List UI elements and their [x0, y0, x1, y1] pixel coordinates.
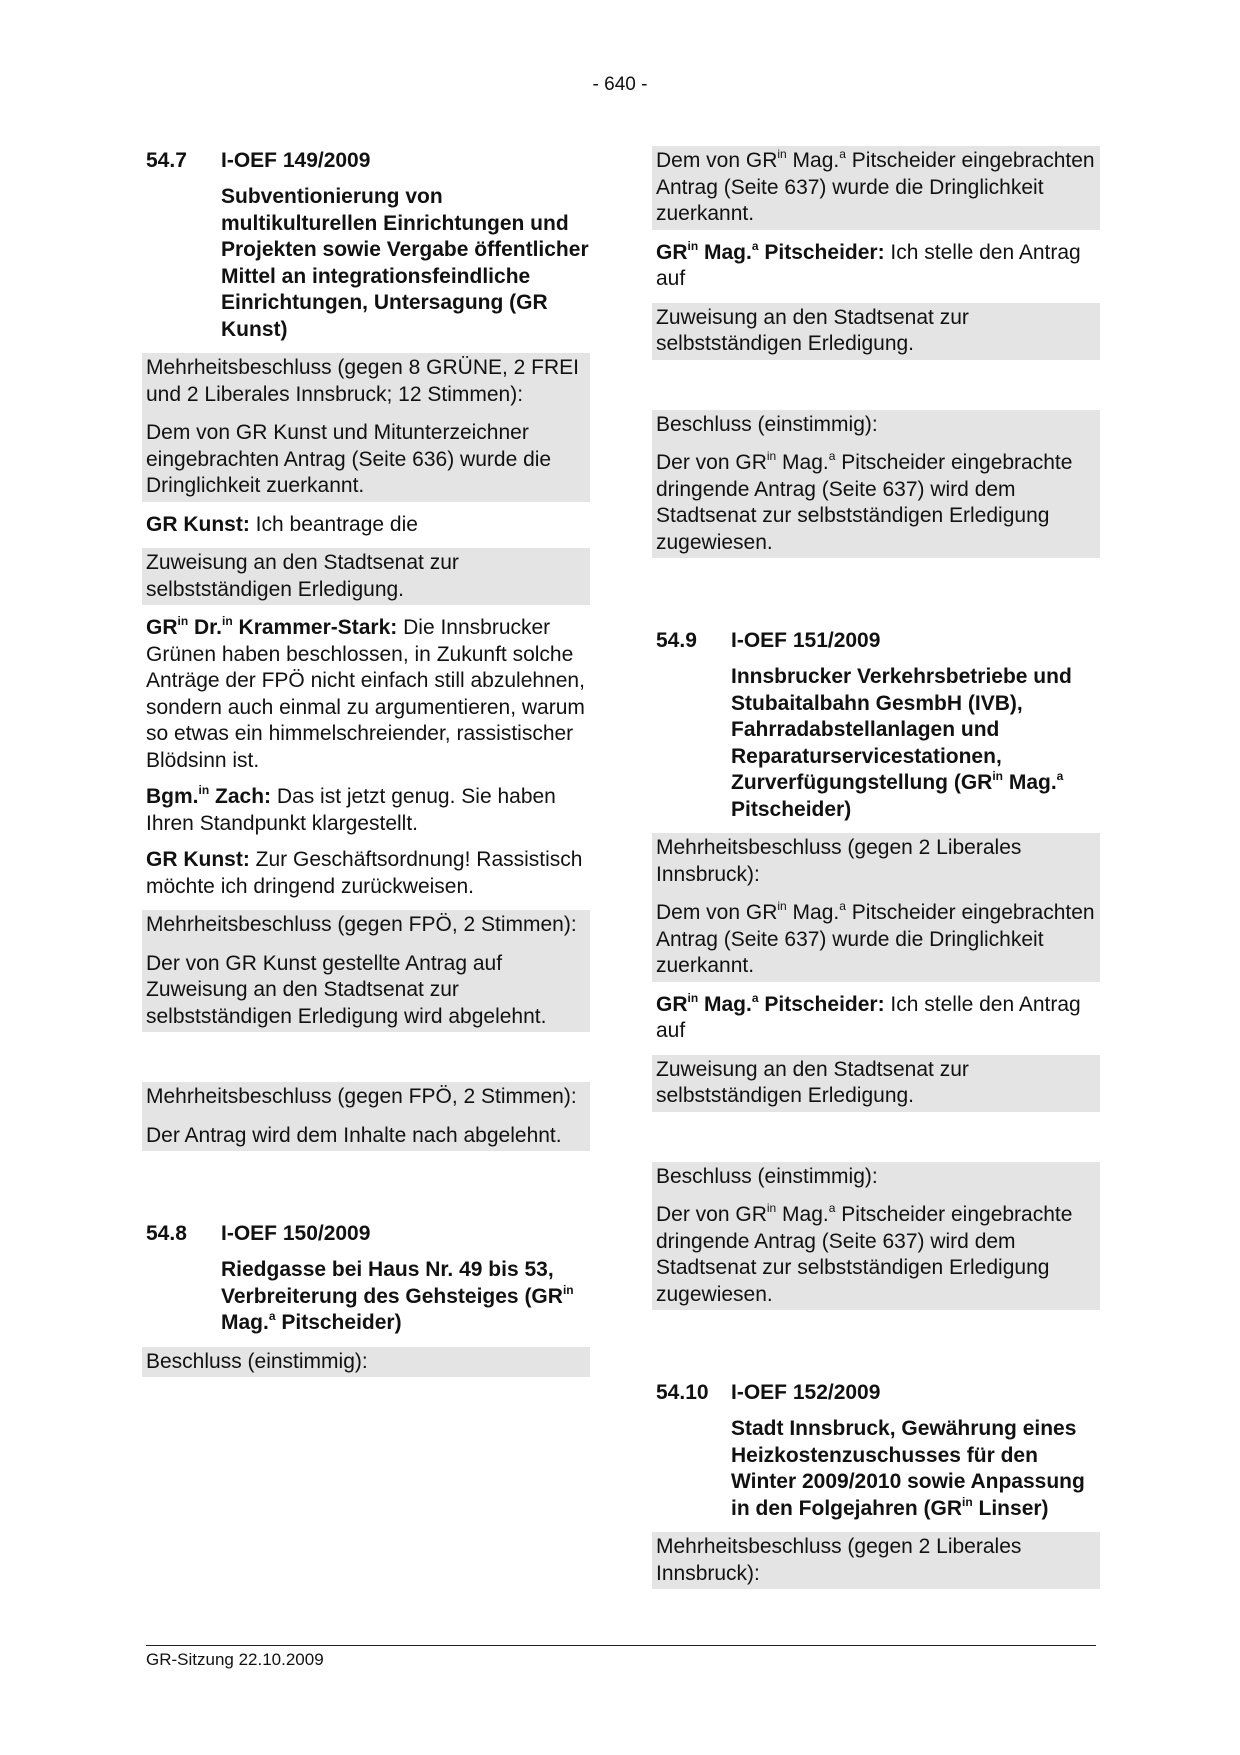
- speaker: $GR^{in}$ Mag.$^a$ Pitscheider:: [656, 990, 885, 1016]
- section-title: Innsbrucker Verkehrsbetriebe und Stubaitalbahn GesmbH (IVB), Fahrradabstellanlagen und Reparaturservicestationen, Zurverfügungstellung ($GR^{in}$ Mag.$^a$ Pitscheider): [731, 665, 1072, 821]
- motion-text: Zuweisung an den Stadtsenat zur selbstständigen Erledigung.: [656, 1057, 969, 1107]
- section-number: 54.9: [656, 629, 697, 652]
- speaker: $GR^{in}$ Dr.$^{in}$ Krammer-Stark:: [146, 614, 398, 639]
- motion-text: Zuweisung an den Stadtsenat zur selbstständigen Erledigung.: [656, 305, 969, 355]
- decision-label: Mehrheitsbeschluss (gegen FPÖ, 2 Stimmen):: [146, 913, 577, 936]
- speech-paragraph: [146, 512, 590, 539]
- decision-label: Mehrheitsbeschluss (gegen 8 GRÜNE, 2 FREI und 2 Liberales Innsbruck; 12 Stimmen):: [146, 356, 580, 406]
- decision-box: [652, 1532, 1100, 1589]
- footer-rule: [146, 1645, 1096, 1646]
- right-column: [656, 146, 1100, 1599]
- motion-box: [142, 548, 590, 605]
- speech-text: Das ist jetzt genug. Sie haben Ihren Standpunkt klargestellt.: [146, 785, 556, 835]
- speech-text: Ich stelle den Antrag auf: [656, 240, 1081, 290]
- speech-paragraph: [656, 240, 1100, 293]
- section-heading-54-7: [146, 148, 590, 174]
- motion-box: [652, 1055, 1100, 1112]
- decision-text: Dem von $GR^{in}$ Mag.$^a$ Pitscheider eingebrachten Antrag (Seite 637) wurde die Dringlichkeit zuerkannt.: [656, 147, 1095, 225]
- motion-text: Zuweisung an den Stadtsenat zur selbstständigen Erledigung.: [146, 551, 459, 601]
- page-number: - 640 -: [592, 74, 648, 95]
- section-number: 54.8: [146, 1222, 187, 1245]
- decision-text: Der von $GR^{in}$ Mag.$^a$ Pitscheider eingebrachte dringende Antrag (Seite 637) wird dem Stadtsenat zur selbstständigen Erledigung zugewiesen.: [656, 1201, 1073, 1306]
- decision-box: [142, 910, 590, 1032]
- section-number: 54.7: [146, 149, 187, 172]
- section-title: Stadt Innsbruck, Gewährung eines Heizkostenzuschusses für den Winter 2009/2010 sowie Anpassung in den Folgejahren ($GR^{in}$ Linser): [731, 1417, 1085, 1520]
- speech-paragraph: [146, 784, 590, 837]
- section-heading-54-9: [656, 628, 1100, 654]
- decision-box: [652, 1162, 1100, 1311]
- section-code: I-OEF 149/2009: [221, 149, 371, 172]
- decision-label: Beschluss (einstimmig):: [146, 1349, 368, 1373]
- decision-box: [142, 1347, 590, 1378]
- speech-text: Zur Geschäftsordnung! Rassistisch möchte ich dringend zurückweisen.: [146, 848, 583, 898]
- section-code: I-OEF 150/2009: [221, 1222, 371, 1245]
- decision-text: Dem von $GR^{in}$ Mag.$^a$ Pitscheider eingebrachten Antrag (Seite 637) wurde die Dringlichkeit zuerkannt.: [656, 899, 1095, 977]
- section-number: 54.10: [656, 1381, 709, 1404]
- decision-box: [142, 1082, 590, 1151]
- decision-text: Dem von GR Kunst und Mitunterzeichner eingebrachten Antrag (Seite 636) wurde die Dringlichkeit zuerkannt.: [146, 421, 552, 497]
- section-code: I-OEF 152/2009: [731, 1381, 881, 1404]
- speech-text: Die Innsbrucker Grünen haben beschlossen, in Zukunft solche Anträge der FPÖ nicht einfach still abzulehnen, sondern auch einmal zu argumentieren, warum so etwas ein himmelschreiender, rassistischer Blödsinn ist.: [146, 616, 585, 772]
- decision-box: [652, 410, 1100, 559]
- speaker: GR Kunst:: [146, 512, 250, 536]
- section-heading-54-8: [146, 1221, 590, 1247]
- section-title: Subventionierung von multikulturellen Einrichtungen und Projekten sowie Vergabe öffentlicher Mittel an integrationsfeindliche Einrichtungen, Untersagung (GR Kunst): [221, 185, 589, 341]
- decision-label: Mehrheitsbeschluss (gegen FPÖ, 2 Stimmen):: [146, 1085, 577, 1108]
- section-code: I-OEF 151/2009: [731, 629, 881, 652]
- speech-text: Ich stelle den Antrag auf: [656, 992, 1081, 1042]
- speaker: GR Kunst:: [146, 848, 250, 871]
- footer-text: GR-Sitzung 22.10.2009: [146, 1650, 324, 1669]
- decision-text: Der von $GR^{in}$ Mag.$^a$ Pitscheider eingebrachte dringende Antrag (Seite 637) wird dem Stadtsenat zur selbstständigen Erledigung zugewiesen.: [656, 449, 1073, 554]
- left-column: [146, 148, 590, 1387]
- motion-box: [652, 303, 1100, 360]
- section-heading-54-10: [656, 1380, 1100, 1406]
- speaker: Bgm.$^{in}$ Zach:: [146, 783, 272, 808]
- decision-label: Beschluss (einstimmig):: [656, 1164, 878, 1188]
- speech-text: Ich beantrage die: [249, 512, 418, 536]
- decision-box: [142, 353, 590, 502]
- speech-paragraph: [146, 615, 590, 774]
- speaker: $GR^{in}$ Mag.$^a$ Pitscheider:: [656, 238, 885, 264]
- decision-box: [652, 146, 1100, 230]
- decision-text: Der von GR Kunst gestellte Antrag auf Zuweisung an den Stadtsenat zur selbstständigen Erledigung wird abgelehnt.: [146, 951, 547, 1028]
- section-title: Riedgasse bei Haus Nr. 49 bis 53, Verbreiterung des Gehsteiges ($GR^{in}$ Mag.$^a$ Pitscheider): [221, 1258, 574, 1334]
- decision-label: Mehrheitsbeschluss (gegen 2 Liberales Innsbruck):: [656, 1535, 1022, 1585]
- decision-box: [652, 833, 1100, 982]
- decision-label: Beschluss (einstimmig):: [656, 412, 878, 436]
- speech-paragraph: [146, 847, 590, 900]
- decision-text: Der Antrag wird dem Inhalte nach abgelehnt.: [146, 1123, 562, 1147]
- speech-paragraph: [656, 992, 1100, 1045]
- decision-label: Mehrheitsbeschluss (gegen 2 Liberales Innsbruck):: [656, 836, 1022, 886]
